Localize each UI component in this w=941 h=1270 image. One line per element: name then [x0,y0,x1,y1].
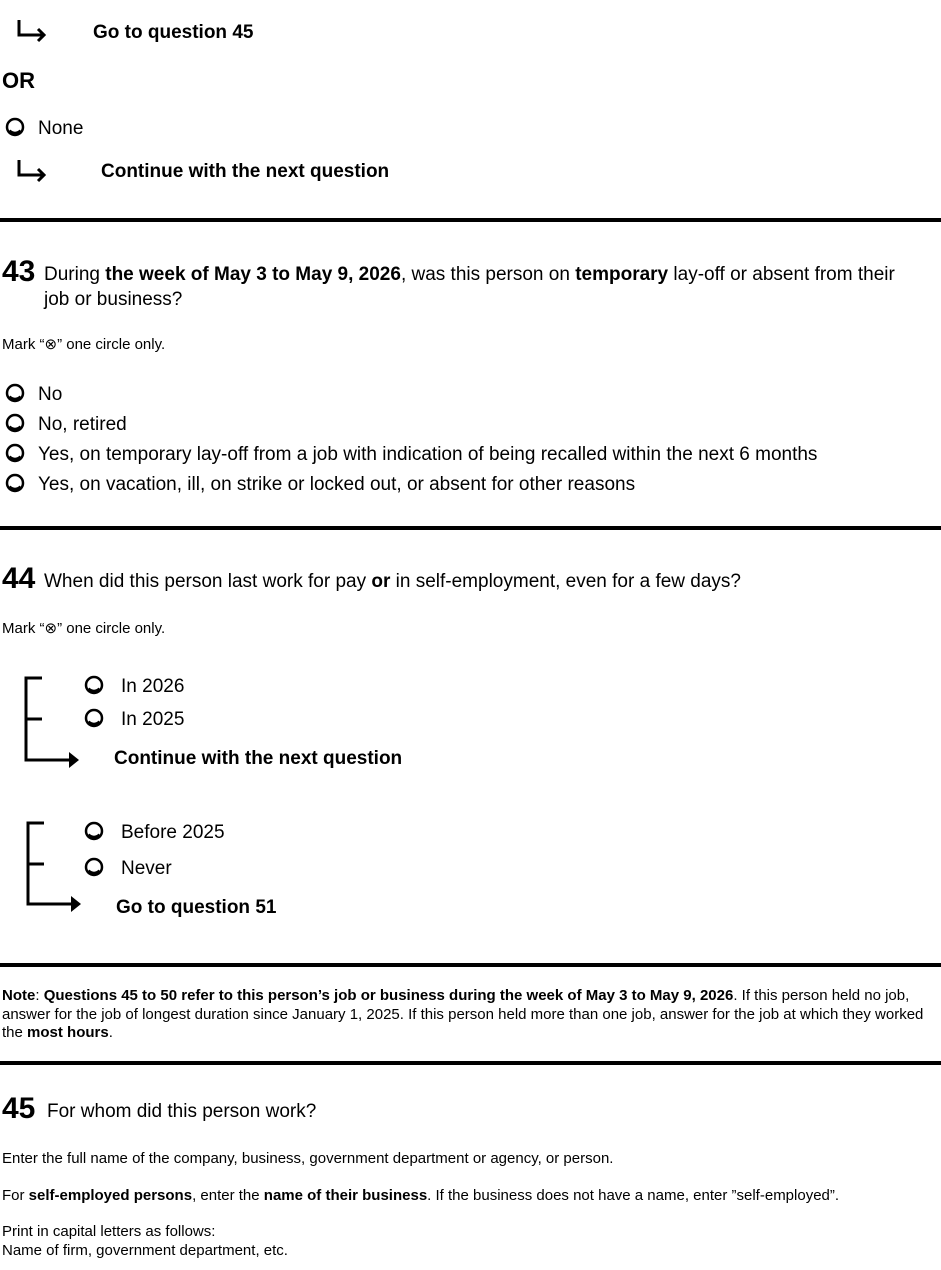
radio-option-label: Yes, on temporary lay-off from a job with indication of being recalled within the next 6 months [38,444,818,465]
radio-option[interactable] [84,821,102,839]
instruction: Enter the full name of the company, business, government department or agency, or person. [2,1150,614,1167]
radio-option[interactable] [84,675,102,693]
question-text: For whom did this person work? [47,1101,317,1122]
radio-option-label: Yes, on vacation, ill, on strike or locked out, or absent for other reasons [38,474,636,495]
radio-option-label: In 2025 [121,709,185,730]
skip-instruction: Continue with the next question [114,748,403,769]
instruction: Mark “⊗” one circle only. [2,336,166,353]
radio-none[interactable] [5,117,23,135]
radio-option-label: No [38,384,63,405]
instruction: Name of firm, government department, etc. [2,1242,288,1259]
bracket-arrow-icon [22,676,82,779]
section-divider [0,1061,941,1065]
section-divider [0,963,941,967]
question-text: When did this person last work for pay or in self-employment, even for a few days? [44,571,741,592]
radio-option[interactable] [84,857,102,875]
radio-option-label: Before 2025 [121,822,225,843]
skip-instruction: Go to question 45 [93,22,254,43]
radio-option[interactable] [5,443,23,461]
radio-option-label: Never [121,858,172,879]
radio-option[interactable] [84,708,102,726]
question-number: 43 [2,255,36,288]
radio-option[interactable] [5,473,23,491]
skip-arrow-icon [16,158,46,189]
radio-option[interactable] [5,413,23,431]
instruction: Print in capital letters as follows: [2,1223,216,1240]
bracket-arrow-icon [24,821,84,924]
question-number: 45 [2,1092,36,1125]
or-separator: OR [2,68,35,93]
question-text: During the week of May 3 to May 9, 2026, was this person on temporary lay-off or absent from their job or business? [44,264,895,310]
section-divider [0,526,941,530]
question-number: 44 [2,562,36,595]
radio-none-label: None [38,118,84,139]
skip-arrow-icon [16,18,46,49]
radio-option[interactable] [5,383,23,401]
skip-instruction: Continue with the next question [101,161,390,182]
note-paragraph: Note: Questions 45 to 50 refer to this person’s job or business during the week of May 3 to May 9, 2026. If this person held no job, answer for the job of longest duration since January 1, 2025. If this person held more than one job, answer for the job at which they worked the most hours. [2,987,924,1041]
skip-instruction: Go to question 51 [116,897,277,918]
radio-option-label: In 2026 [121,676,185,697]
section-divider [0,218,941,222]
radio-option-label: No, retired [38,414,127,435]
instruction: Mark “⊗” one circle only. [2,620,166,637]
instruction: For self-employed persons, enter the name of their business. If the business does not have a name, enter ”self-employed”. [2,1187,840,1204]
